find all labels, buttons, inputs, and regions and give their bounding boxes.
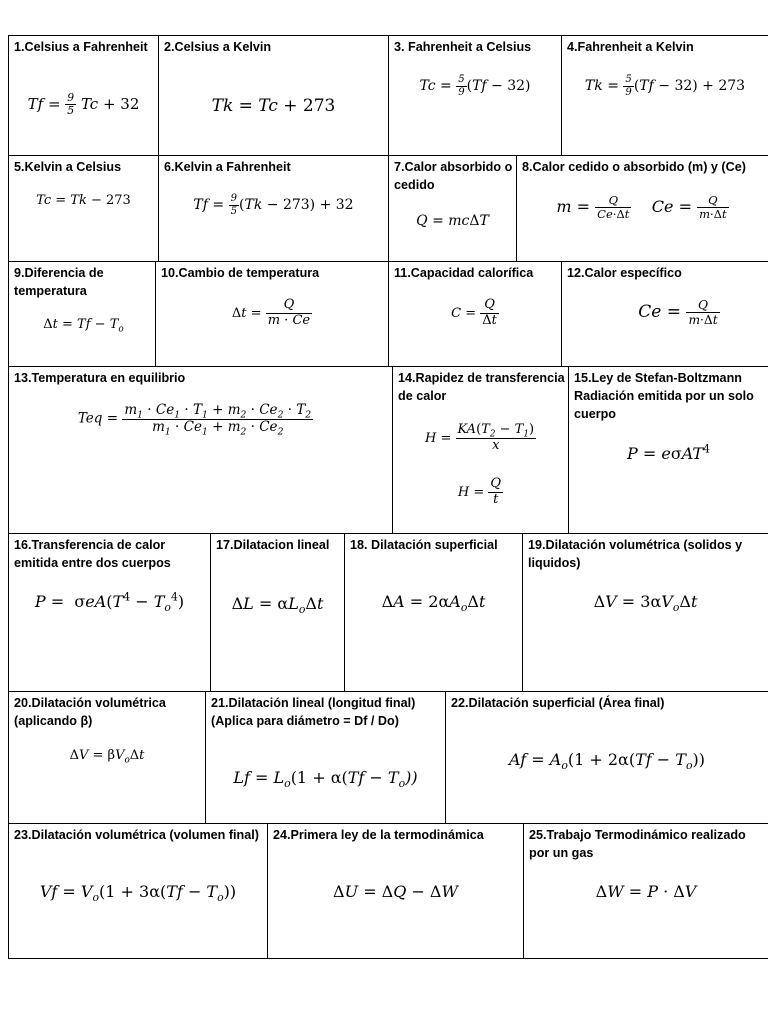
- card-title: 11.Capacidad calorífica: [394, 266, 534, 280]
- card-formula: Tk = $\frac{5}{9}$ (Tf − 32) + 273: [584, 74, 746, 98]
- card-formula: ΔU = ΔQ − ΔW: [333, 882, 458, 901]
- card-kelvin-a-celsius: [8, 155, 159, 262]
- card-title: 12.Calor específico: [567, 266, 682, 280]
- card-formula: Tf = $\frac{9}{5}$ (Tk − 273) + 32: [193, 193, 354, 217]
- card-diferencia-de-temperatura: [8, 261, 159, 367]
- card-title: 7.Calor absorbido o cedido: [394, 160, 513, 192]
- card-formula: $Vf = V_o(1 + 3\alpha(Tf - T_o))$: [39, 882, 237, 905]
- card-title: 15.Ley de Stefan-Boltzmann Radiación emitida por un solo cuerpo: [574, 371, 754, 421]
- card-formula: $\Delta V = \beta V_o\Delta t$: [69, 748, 145, 766]
- card-dilatacion-superficial-area-final: [445, 691, 768, 824]
- card-title: 1.Celsius a Fahrenheit: [14, 40, 148, 54]
- card-title: 9.Diferencia de temperatura: [14, 266, 104, 298]
- card-title: 4.Fahrenheit a Kelvin: [567, 40, 694, 54]
- card-title: 20.Dilatación volumétrica (aplicando β): [14, 696, 166, 728]
- card-formula: Teq = $\frac{m_1 \cdot Ce_1 \cdot T_1 + m_2 \cdot Ce_2 \cdot T_2}{m_1 \cdot Ce_1 + m_2 \cdot Ce_2}$: [77, 402, 312, 438]
- card-formula: ΔW = P · ΔV: [595, 882, 697, 901]
- card-formula: m = $\frac{Q}{Ce\cdot\Delta t}$ Ce = $\frac{Q}{m\cdot\Delta t}$: [556, 193, 727, 222]
- card-title: 22.Dilatación superficial (Área final): [451, 696, 665, 710]
- card-formula: Ce = $\frac{Q}{m\cdot\Delta t}$: [638, 298, 718, 328]
- card-kelvin-a-fahrenheit: [158, 155, 389, 262]
- card-title: 25.Trabajo Termodinámico realizado por un gas: [529, 828, 746, 860]
- card-formula: $Lf = L_o(1 + \alpha(Tf - T_o))$: [233, 768, 418, 791]
- card-calor-absorbido-o-cedido: [388, 155, 517, 262]
- card-capacidad-calorifica: [388, 261, 562, 367]
- card-formula: Tk = Tc + 273: [211, 96, 336, 116]
- card-celsius-a-kelvin: [158, 35, 389, 156]
- card-dilatacion-volumetrica: [522, 533, 768, 692]
- card-fahrenheit-a-kelvin: [561, 35, 768, 156]
- card-celsius-a-fahrenheit: [8, 35, 159, 156]
- card-title: 23.Dilatación volumétrica (volumen final): [14, 828, 259, 842]
- card-title: 21.Dilatación lineal (longitud final) (Aplica para diámetro = Df / Do): [211, 696, 416, 728]
- card-title: 19.Dilatación volumétrica (solidos y liquidos): [528, 538, 743, 570]
- card-trabajo-termodinamico: [523, 823, 768, 959]
- card-title: 5.Kelvin a Celsius: [14, 160, 122, 174]
- card-cambio-de-temperatura: [155, 261, 389, 367]
- card-rapidez-de-transferencia-de-calor: [392, 366, 569, 534]
- card-title: 16.Transferencia de calor emitida entre dos cuerpos: [14, 538, 171, 570]
- card-calor-cedido-masa-ce: [516, 155, 768, 262]
- card-title: 6.Kelvin a Fahrenheit: [164, 160, 291, 174]
- card-primera-ley-termodinamica: [267, 823, 524, 959]
- card-formula: $Af = A_o(1 + 2\alpha(Tf - T_o))$: [508, 750, 706, 773]
- card-formula: Tf = $\frac{9}{5}$ Tc + 32: [27, 91, 140, 118]
- card-formula: Q = mcΔT: [416, 213, 489, 229]
- card-formula-alt: H = $\frac{Q}{t}$: [457, 476, 502, 507]
- card-temperatura-en-equilibrio: [8, 366, 393, 534]
- card-transferencia-entre-dos-cuerpos: [8, 533, 211, 692]
- card-dilatacion-lineal-longitud-final: [205, 691, 446, 824]
- card-formula: Tc = $\frac{5}{9}$ (Tf − 32): [419, 74, 531, 98]
- card-formula: Δt = $\frac{Q}{m \cdot Ce}$: [231, 297, 311, 328]
- card-fahrenheit-a-celsius: [388, 35, 562, 156]
- card-dilatacion-lineal: [210, 533, 345, 692]
- card-ley-de-stefan-boltzmann: [568, 366, 768, 534]
- card-formula: $P = \sigma eA(T^4 - T_o^4)$: [34, 590, 185, 615]
- card-dilatacion-superficial: [344, 533, 523, 692]
- card-formula: H = $\frac{KA(T_2 - T_1)}{x}$: [424, 422, 535, 453]
- card-formula: $\Delta t = Tf - T_o$: [43, 317, 124, 335]
- card-title: 3. Fahrenheit a Celsius: [394, 40, 532, 54]
- card-dilatacion-volumetrica-volumen-final: [8, 823, 268, 959]
- card-formula: $\Delta A = 2\alpha A_o\Delta t$: [381, 592, 486, 615]
- card-title: 17.Dilatacion lineal: [216, 538, 330, 552]
- card-title: 24.Primera ley de la termodinámica: [273, 828, 484, 842]
- card-title: 14.Rapidez de transferencia de calor: [398, 371, 565, 403]
- card-title: 10.Cambio de temperatura: [161, 266, 320, 280]
- card-formula: $\Delta L = \alpha L_o\Delta t$: [231, 594, 324, 617]
- card-formula: Tc = Tk − 273: [36, 193, 131, 208]
- card-title: 8.Calor cedido o absorbido (m) y (Ce): [522, 160, 746, 174]
- card-title: 18. Dilatación superficial: [350, 538, 498, 552]
- card-calor-especifico: [561, 261, 768, 367]
- card-formula: P = eσAT$^4$: [626, 442, 711, 463]
- card-formula: C = $\frac{Q}{\Delta t}$: [451, 297, 497, 328]
- card-dilatacion-volumetrica-beta: [8, 691, 206, 824]
- card-title: 2.Celsius a Kelvin: [164, 40, 272, 54]
- card-title: 13.Temperatura en equilibrio: [14, 371, 186, 385]
- card-formula: $\Delta V = 3\alpha V_o\Delta t$: [593, 592, 698, 615]
